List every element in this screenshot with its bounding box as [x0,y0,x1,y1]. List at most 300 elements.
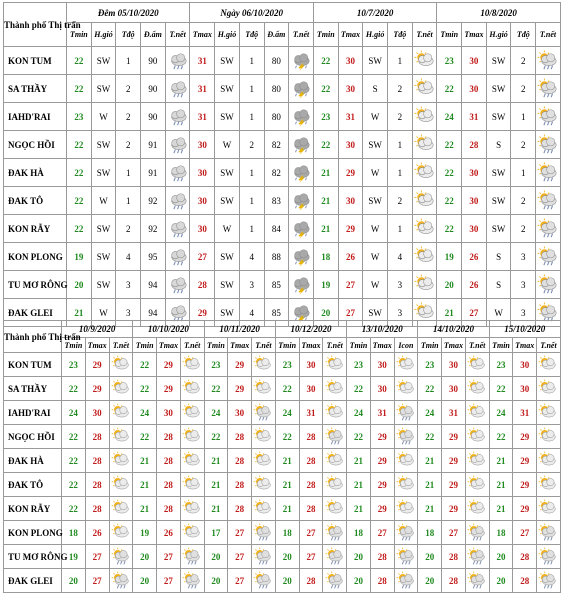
data-value: SW [215,75,240,103]
tmin-value: 18 [313,243,338,271]
sun-rain-icon [537,275,559,295]
column-header: Tmax [228,338,252,353]
tmin-value: 20 [347,545,371,569]
day-header: 10/12/2020 [275,321,346,338]
sun-rain-icon [111,572,131,590]
tmax-value: 29 [442,473,466,497]
tmax-value: 29 [442,497,466,521]
city-name: IAHD'RAI [4,401,62,425]
partly-cloudy-icon [253,476,273,494]
tmin-value: 23 [62,353,86,377]
city-name: NGỌC HỒI [4,425,62,449]
tmin-value: 22 [437,215,462,243]
weather-icon-cell [465,425,489,449]
tmax-value: 27 [462,299,487,327]
city-name: KON PLONG [4,243,67,271]
weather-icon-cell [109,521,133,545]
weather-icon-cell [412,215,437,243]
tmin-value: 20 [275,545,299,569]
tmin-value: 20 [418,545,442,569]
tmax-value: 31 [462,103,487,131]
day-header: 10/8/2020 [437,3,560,23]
weather-icon-cell [465,377,489,401]
partly-cloudy-icon [325,476,345,494]
tmin-value: 22 [275,425,299,449]
data-value: 3 [116,299,141,327]
data-value: SW [91,75,116,103]
table-row [4,243,561,271]
data-value: SW [91,215,116,243]
weather-icon-cell [289,47,314,75]
data-value: SW [215,243,240,271]
tmin-value: 19 [437,243,462,271]
tmax-value: 28 [228,497,252,521]
tmin-value: 22 [347,377,371,401]
column-header: T.nết [323,338,347,353]
sun-rain-icon [253,404,273,422]
weather-icon-cell [536,47,561,75]
partly-cloudy-icon [111,428,131,446]
weather-icon-cell [412,243,437,271]
day-header: Ngày 06/10/2020 [190,3,313,23]
tmin-value: 22 [62,377,86,401]
weather-icon-cell [536,159,561,187]
data-value: SW [215,103,240,131]
sun-rain-icon [396,524,416,542]
tmax-value: 31 [190,47,215,75]
weather-icon-cell [165,159,190,187]
tmin-value: 17 [204,521,228,545]
tmin-value: 21 [313,187,338,215]
tmin-value: 24 [133,401,157,425]
partly-cloudy-icon [538,452,558,470]
tmax-value: 29 [228,377,252,401]
tmax-value: 27 [370,521,394,545]
column-header: Tmin [313,23,338,47]
city-name: TU MƠ RÔNG [4,545,62,569]
table-row [4,521,561,545]
partly-cloudy-icon [467,404,487,422]
partly-cloudy-icon [467,428,487,446]
tmin-value: 20 [133,569,157,593]
tmax-value: 31 [299,401,323,425]
weather-icon-cell [323,473,347,497]
data-value: SW [486,47,511,75]
weather-icon-cell [289,131,314,159]
tmin-value: 20 [489,569,513,593]
weather-icon-cell [180,473,204,497]
tmin-value: 22 [133,377,157,401]
weather-icon-cell [465,401,489,425]
weather-icon-cell [536,215,561,243]
tmin-value: 21 [489,449,513,473]
weather-icon-cell [180,569,204,593]
storm-icon [290,219,312,239]
tmax-value: 28 [299,425,323,449]
partly-cloudy-icon [538,476,558,494]
tmin-value: 22 [67,131,92,159]
tmax-value: 27 [299,521,323,545]
data-value: 3 [387,299,412,327]
data-value: 1 [239,47,264,75]
storm-icon [290,107,312,127]
tmin-value: 19 [62,545,86,569]
cloud-rain-icon [167,79,189,99]
sun-rain-icon [467,548,487,566]
tmax-value: 30 [338,131,363,159]
table-row [4,47,561,75]
storm-icon [290,275,312,295]
weather-icon-cell [109,569,133,593]
weather-icon-cell [323,497,347,521]
table-row [4,401,561,425]
partly-cloudy-icon [111,524,131,542]
tmin-value: 23 [313,103,338,131]
data-value: S [486,271,511,299]
data-value: SW [215,47,240,75]
data-value: 1 [239,215,264,243]
column-header: Tmax [442,338,466,353]
partly-cloudy-icon [396,380,416,398]
partly-cloudy-icon [414,219,436,239]
weather-icon-cell [394,425,418,449]
tmax-value: 30 [462,159,487,187]
partly-cloudy-icon [325,404,345,422]
partly-cloudy-icon [414,163,436,183]
column-header: H.gió [91,23,116,47]
partly-cloudy-icon [414,135,436,155]
partly-cloudy-icon [414,51,436,71]
data-value: SW [486,187,511,215]
weather-icon-cell [394,497,418,521]
tmin-value: 22 [67,159,92,187]
tmax-value: 28 [157,497,181,521]
tmin-value: 22 [133,353,157,377]
weather-icon-cell [394,353,418,377]
data-value: W [91,299,116,327]
tmin-value: 22 [437,75,462,103]
tmin-value: 20 [313,299,338,327]
partly-cloudy-icon [253,452,273,470]
forecast-table-1 [3,2,561,327]
weather-icon-cell [109,449,133,473]
sun-rain-icon [182,572,202,590]
column-header: Tmin [489,338,513,353]
data-value: 82 [264,131,289,159]
partly-cloudy-icon [182,356,202,374]
partly-cloudy-icon [538,404,558,422]
tmin-value: 24 [489,401,513,425]
data-value: SW [91,159,116,187]
data-value: 2 [511,47,536,75]
tmax-value: 27 [190,243,215,271]
tmin-value: 22 [67,47,92,75]
partly-cloudy-icon [325,380,345,398]
tmin-value: 21 [418,449,442,473]
tmax-value: 27 [228,521,252,545]
column-header: Tmin [62,338,86,353]
sun-rain-icon [538,524,558,542]
tmin-value: 19 [67,243,92,271]
tmin-value: 20 [133,545,157,569]
tmin-value: 24 [204,401,228,425]
weather-icon-cell [394,377,418,401]
data-value: 1 [239,187,264,215]
data-value: 92 [141,215,166,243]
data-value: SW [91,131,116,159]
column-header: H.gió [486,23,511,47]
data-value: 3 [116,271,141,299]
data-value: W [363,159,388,187]
data-value: 2 [239,131,264,159]
sun-rain-icon [325,524,345,542]
day-header: 15/10/2020 [489,321,560,338]
page-gap [3,302,560,318]
tmax-value: 30 [462,47,487,75]
partly-cloudy-icon [253,380,273,398]
data-value: SW [363,131,388,159]
weather-icon-cell [536,75,561,103]
tmin-value: 22 [204,377,228,401]
partly-cloudy-icon [467,500,487,518]
tmax-value: 30 [442,377,466,401]
day-header: Đêm 05/10/2020 [67,3,190,23]
partly-cloudy-icon [538,356,558,374]
data-value: 95 [141,243,166,271]
weather-icon-cell [465,569,489,593]
tmax-value: 26 [462,271,487,299]
tmax-value: 30 [462,187,487,215]
tmin-value: 21 [204,497,228,521]
tmax-value: 28 [513,545,537,569]
tmin-value: 21 [275,497,299,521]
data-value: 1 [511,103,536,131]
column-header: Tmax [370,338,394,353]
city-name: ĐAK HÀ [4,159,67,187]
column-header: H.gió [215,23,240,47]
tmin-value: 22 [204,425,228,449]
weather-icon-cell [180,521,204,545]
weather-icon-cell [323,377,347,401]
sun-rain-icon [467,572,487,590]
tmin-value: 21 [313,215,338,243]
tmax-value: 28 [299,473,323,497]
weather-icon-cell [252,521,276,545]
weather-icon-cell [252,473,276,497]
day-header: 10/10/2020 [133,321,204,338]
weather-icon-cell [289,243,314,271]
data-value: 2 [511,215,536,243]
tmax-value: 29 [370,425,394,449]
weather-icon-cell [323,449,347,473]
day-header: 14/10/2020 [418,321,489,338]
partly-cloudy-icon [414,191,436,211]
table-row [4,271,561,299]
tmax-value: 29 [442,449,466,473]
partly-cloudy-icon [396,356,416,374]
weather-icon-cell [165,103,190,131]
tmin-value: 23 [418,353,442,377]
cloud-rain-icon [167,275,189,295]
tmin-value: 22 [62,425,86,449]
tmin-value: 22 [313,75,338,103]
tmin-value: 19 [313,271,338,299]
tmin-value: 23 [347,353,371,377]
sun-rain-icon [537,51,559,71]
tmax-value: 30 [370,377,394,401]
partly-cloudy-icon [111,404,131,422]
tmin-value: 18 [275,521,299,545]
tmax-value: 30 [338,75,363,103]
weather-icon-cell [412,131,437,159]
tmin-value: 24 [437,103,462,131]
sun-rain-icon [537,219,559,239]
column-header: Tmin [347,338,371,353]
tmin-value: 22 [67,187,92,215]
city-column-header: Thành phố Thị trấn [4,321,62,353]
data-value: 80 [264,75,289,103]
weather-icon-cell [180,497,204,521]
table-row [4,103,561,131]
weather-icon-cell [465,521,489,545]
tmin-value: 21 [347,449,371,473]
weather-icon-cell [109,377,133,401]
weather-icon-cell [537,521,561,545]
weather-icon-cell [289,187,314,215]
data-value: 2 [116,103,141,131]
partly-cloudy-icon [538,380,558,398]
data-value: 2 [387,187,412,215]
tmin-value: 22 [418,377,442,401]
column-header: Tmin [67,23,92,47]
weather-icon-cell [537,425,561,449]
data-value: W [215,131,240,159]
tmax-value: 29 [228,353,252,377]
tmax-value: 30 [338,47,363,75]
data-value: 1 [239,75,264,103]
tmax-value: 27 [513,521,537,545]
cloud-rain-icon [167,191,189,211]
tmin-value: 22 [347,425,371,449]
weather-icon-cell [165,131,190,159]
tmax-value: 27 [228,569,252,593]
sun-rain-icon [396,548,416,566]
tmax-value: 31 [370,401,394,425]
weather-icon-cell [109,353,133,377]
tmax-value: 30 [370,353,394,377]
tmax-value: 28 [462,131,487,159]
column-header: Tmax [157,338,181,353]
storm-icon [290,191,312,211]
table-row [4,545,561,569]
city-name: ĐAK GLEI [4,569,62,593]
tmin-value: 21 [133,449,157,473]
data-value: 90 [141,103,166,131]
partly-cloudy-icon [182,380,202,398]
column-header: Tđộ [387,23,412,47]
day-header: 13/10/2020 [347,321,418,338]
tmax-value: 28 [299,449,323,473]
tmax-value: 30 [338,187,363,215]
tmin-value: 20 [67,271,92,299]
data-value: W [486,299,511,327]
tmax-value: 27 [85,545,109,569]
storm-icon [290,135,312,155]
partly-cloudy-icon [414,275,436,295]
tmax-value: 29 [157,377,181,401]
table-row [4,159,561,187]
cloud-rain-icon [167,219,189,239]
tmin-value: 21 [437,299,462,327]
column-header: Tmax [299,338,323,353]
tmin-value: 22 [418,425,442,449]
sun-rain-icon [537,247,559,267]
partly-cloudy-icon [111,500,131,518]
cloud-rain-icon [167,247,189,267]
partly-cloudy-icon [111,476,131,494]
sun-rain-icon [538,572,558,590]
sun-rain-icon [537,191,559,211]
partly-cloudy-icon [325,500,345,518]
partly-cloudy-icon [182,404,202,422]
partly-cloudy-icon [111,380,131,398]
tmax-value: 29 [338,159,363,187]
data-value: 2 [116,75,141,103]
partly-cloudy-icon [396,476,416,494]
data-value: 2 [511,75,536,103]
tmin-value: 21 [275,473,299,497]
tmax-value: 30 [462,215,487,243]
tmax-value: 31 [513,401,537,425]
weather-icon-cell [289,159,314,187]
data-value: 4 [116,243,141,271]
storm-icon [290,51,312,71]
data-value: 80 [264,103,289,131]
tmax-value: 26 [85,521,109,545]
data-value: SW [215,187,240,215]
data-value: S [486,243,511,271]
tmax-value: 30 [462,75,487,103]
weather-icon-cell [537,473,561,497]
storm-icon [290,79,312,99]
tmin-value: 22 [313,131,338,159]
data-value: 1 [387,47,412,75]
weather-icon-cell [537,545,561,569]
tmax-value: 27 [85,569,109,593]
column-header: Tmax [190,23,215,47]
weather-icon-cell [165,271,190,299]
column-header: Tmin [437,23,462,47]
tmax-value: 27 [442,521,466,545]
city-name: KON RẪY [4,497,62,521]
tmax-value: 31 [190,75,215,103]
data-value: W [363,103,388,131]
data-value: 3 [511,243,536,271]
data-value: 1 [387,131,412,159]
tmax-value: 28 [85,497,109,521]
weather-icon-cell [412,187,437,215]
column-header: Tmin [133,338,157,353]
tmin-value: 21 [67,299,92,327]
tmin-value: 23 [67,103,92,131]
column-header: Tmin [275,338,299,353]
weather-icon-cell [412,159,437,187]
tmin-value: 18 [347,521,371,545]
column-header: Tmax [85,338,109,353]
partly-cloudy-icon [182,428,202,446]
weather-icon-cell [180,401,204,425]
tmax-value: 28 [190,271,215,299]
